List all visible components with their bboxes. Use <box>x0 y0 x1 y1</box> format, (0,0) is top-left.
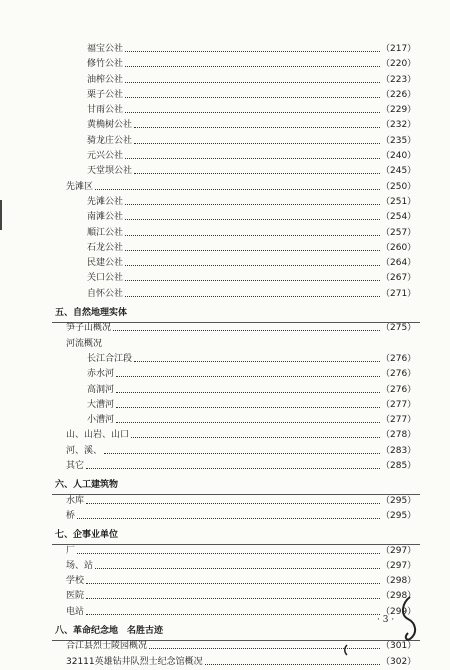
dot-leader <box>77 544 380 554</box>
toc-entry <box>0 321 450 336</box>
toc-entry <box>0 574 450 589</box>
dot-leader <box>116 367 380 377</box>
toc-entry <box>0 271 450 286</box>
toc-entry-page: （257） <box>381 227 417 238</box>
toc-entry <box>0 337 450 352</box>
toc-entry-page: （264） <box>381 258 417 269</box>
toc-entry-page: （232） <box>381 120 417 131</box>
dot-leader <box>125 88 380 98</box>
toc-entry-title: 医院 <box>66 591 85 602</box>
dot-leader <box>131 428 380 438</box>
toc-entry-page: （245） <box>381 166 417 177</box>
toc-entry <box>0 398 450 413</box>
dot-leader <box>86 459 380 469</box>
toc-entry-title: 笋子山概况 <box>66 323 112 334</box>
dot-leader <box>134 118 380 128</box>
dot-leader <box>77 509 380 519</box>
dot-leader <box>116 413 380 423</box>
toc-entry-title: 电站 <box>66 606 85 617</box>
toc-entry-page: （295） <box>381 510 417 521</box>
dot-leader <box>104 444 380 454</box>
toc-entry-page: （271） <box>381 288 417 299</box>
handwritten-mark <box>396 593 426 643</box>
toc-entry-page: （301） <box>381 641 417 652</box>
toc-entry-page: （276） <box>381 384 417 395</box>
toc-entry-title: 大漕河 <box>87 399 115 410</box>
toc-entry-page: （283） <box>381 445 417 456</box>
toc-entry-page: （251） <box>381 196 417 207</box>
toc-entry-page: （229） <box>381 105 417 116</box>
toc-entry-title: 修竹公社 <box>87 59 124 70</box>
toc-entry-page: （285） <box>381 461 417 472</box>
toc-entry <box>0 164 450 179</box>
dot-leader <box>125 210 380 220</box>
toc-entry-page: （297） <box>381 560 417 571</box>
dot-leader <box>125 241 380 251</box>
toc-entry-title: 五、自然地理实体 <box>55 308 128 319</box>
toc-entry <box>0 241 450 256</box>
toc-entry-page: （276） <box>381 353 417 364</box>
toc-entry-page: （267） <box>381 273 417 284</box>
page-number: · 3 · <box>377 615 395 625</box>
toc-entry-page: （276） <box>381 369 417 380</box>
toc-entry <box>0 509 450 524</box>
toc-entry <box>0 226 450 241</box>
toc-entry-page: （275） <box>381 323 417 334</box>
toc-entry-page: （250） <box>381 181 417 192</box>
toc-entry-title: 八、革命纪念地 名胜古迹 <box>55 625 164 636</box>
toc-entry-title: 小漕河 <box>87 415 115 426</box>
toc-entry <box>0 88 450 103</box>
toc-entry <box>0 180 450 195</box>
dot-leader <box>86 605 380 615</box>
scan-artifact-mark <box>343 644 351 656</box>
dot-leader <box>134 164 380 174</box>
toc-entry-title: 长江合江段 <box>87 353 133 364</box>
dot-leader <box>125 226 380 236</box>
toc-entry-title: 骑龙庄公社 <box>87 135 133 146</box>
dot-leader <box>125 256 380 266</box>
toc-entry-title: 河流概况 <box>66 338 103 349</box>
toc-entry-page: （217） <box>381 44 417 54</box>
toc-entry-title: 先滩公社 <box>87 196 124 207</box>
toc-entry <box>0 195 450 210</box>
dot-leader <box>134 352 380 362</box>
toc-entry <box>0 559 450 574</box>
dot-leader <box>134 134 380 144</box>
toc-entry <box>0 103 450 118</box>
toc-entry <box>0 256 450 271</box>
toc-entry-title: 学校 <box>66 576 85 587</box>
toc-entry-title: 河、溪、 <box>66 445 103 456</box>
toc-entry <box>0 367 450 382</box>
toc-entry-title: 福宝公社 <box>87 44 124 54</box>
toc-entry <box>0 494 450 509</box>
toc-entry-title: 自怀公社 <box>87 288 124 299</box>
toc-entry-page: （254） <box>381 212 417 223</box>
toc-entry <box>0 544 450 559</box>
toc-entry <box>0 459 450 474</box>
toc-entry-page: （240） <box>381 151 417 162</box>
toc-entry-title: 水库 <box>66 495 85 506</box>
dot-leader <box>95 180 380 190</box>
dot-leader <box>95 559 380 569</box>
toc-entry <box>0 42 450 57</box>
toc-section-heading <box>0 478 450 493</box>
toc-entry-page: （235） <box>381 135 417 146</box>
toc-entry-page: （298） <box>381 576 417 587</box>
dot-leader <box>205 655 380 665</box>
toc-entry-title: 民建公社 <box>87 258 124 269</box>
dot-leader <box>125 287 380 297</box>
toc-entry-page: （302） <box>381 656 417 667</box>
dot-leader <box>125 57 380 67</box>
toc-entry-title: 赤水河 <box>87 369 115 380</box>
toc-entry-title: 其它 <box>66 461 85 472</box>
dot-leader <box>86 574 380 584</box>
dot-leader <box>113 321 380 331</box>
toc-entry <box>0 149 450 164</box>
toc-entry-page: （295） <box>381 495 417 506</box>
toc-entry-title: 黄桷树公社 <box>87 120 133 131</box>
toc-section-heading <box>0 624 450 639</box>
toc-entry-title: 关口公社 <box>87 273 124 284</box>
toc-entry-title: 七、企事业单位 <box>55 530 119 541</box>
dot-leader <box>125 149 380 159</box>
toc-entry <box>0 383 450 398</box>
dot-leader <box>125 42 380 52</box>
toc-entry <box>0 134 450 149</box>
toc-entry-page: （220） <box>381 59 417 70</box>
toc-entry-page: （298） <box>381 591 417 602</box>
toc-entry-title: 山、山岩、山口 <box>66 430 130 441</box>
toc-entry-title: 合江县烈士陵园概况 <box>66 641 148 652</box>
dot-leader <box>125 195 380 205</box>
toc-entry-page: （277） <box>381 399 417 410</box>
toc-entry-page: （260） <box>381 242 417 253</box>
toc-entry-title: 场、站 <box>66 560 94 571</box>
toc-entry-title: 高洞河 <box>87 384 115 395</box>
toc-entry-title: 石龙公社 <box>87 242 124 253</box>
toc-entry-title: 六、人工建筑物 <box>55 480 119 491</box>
toc-entry <box>0 210 450 225</box>
toc-section-heading <box>0 528 450 543</box>
toc-entry <box>0 413 450 428</box>
toc-entry <box>0 73 450 88</box>
toc-entry-title: 天堂坝公社 <box>87 166 133 177</box>
toc-entry-page: （223） <box>381 74 417 85</box>
toc-entry-page: （277） <box>381 415 417 426</box>
table-of-contents <box>0 42 450 670</box>
toc-entry-title: 元兴公社 <box>87 151 124 162</box>
toc-entry <box>0 428 450 443</box>
toc-entry-title: 桥 <box>66 510 76 521</box>
toc-entry-title: 油榨公社 <box>87 74 124 85</box>
toc-entry <box>0 287 450 302</box>
toc-entry-title: 厂 <box>66 545 76 556</box>
toc-section-heading <box>0 306 450 321</box>
dot-leader <box>116 383 380 393</box>
dot-leader <box>125 271 380 281</box>
toc-entry-title: 南滩公社 <box>87 212 124 223</box>
toc-entry-title: 32111英雄钻井队烈士纪念馆概况 <box>66 656 203 667</box>
toc-entry-title: 順江公社 <box>87 227 124 238</box>
toc-entry <box>0 57 450 72</box>
toc-entry-title: 先滩区 <box>66 181 94 192</box>
toc-entry-page: （278） <box>381 430 417 441</box>
toc-entry <box>0 118 450 133</box>
toc-entry <box>0 589 450 604</box>
toc-entry-page: （297） <box>381 545 417 556</box>
toc-entry-title: 甘雨公社 <box>87 105 124 116</box>
toc-entry-page: （299） <box>381 606 417 617</box>
toc-entry <box>0 639 450 654</box>
toc-entry-page: （226） <box>381 89 417 100</box>
toc-entry-title: 栗子公社 <box>87 89 124 100</box>
dot-leader <box>86 494 380 504</box>
dot-leader <box>125 73 380 83</box>
dot-leader <box>125 103 380 113</box>
toc-entry <box>0 444 450 459</box>
dot-leader <box>116 398 380 408</box>
dot-leader <box>86 589 380 599</box>
toc-entry <box>0 352 450 367</box>
